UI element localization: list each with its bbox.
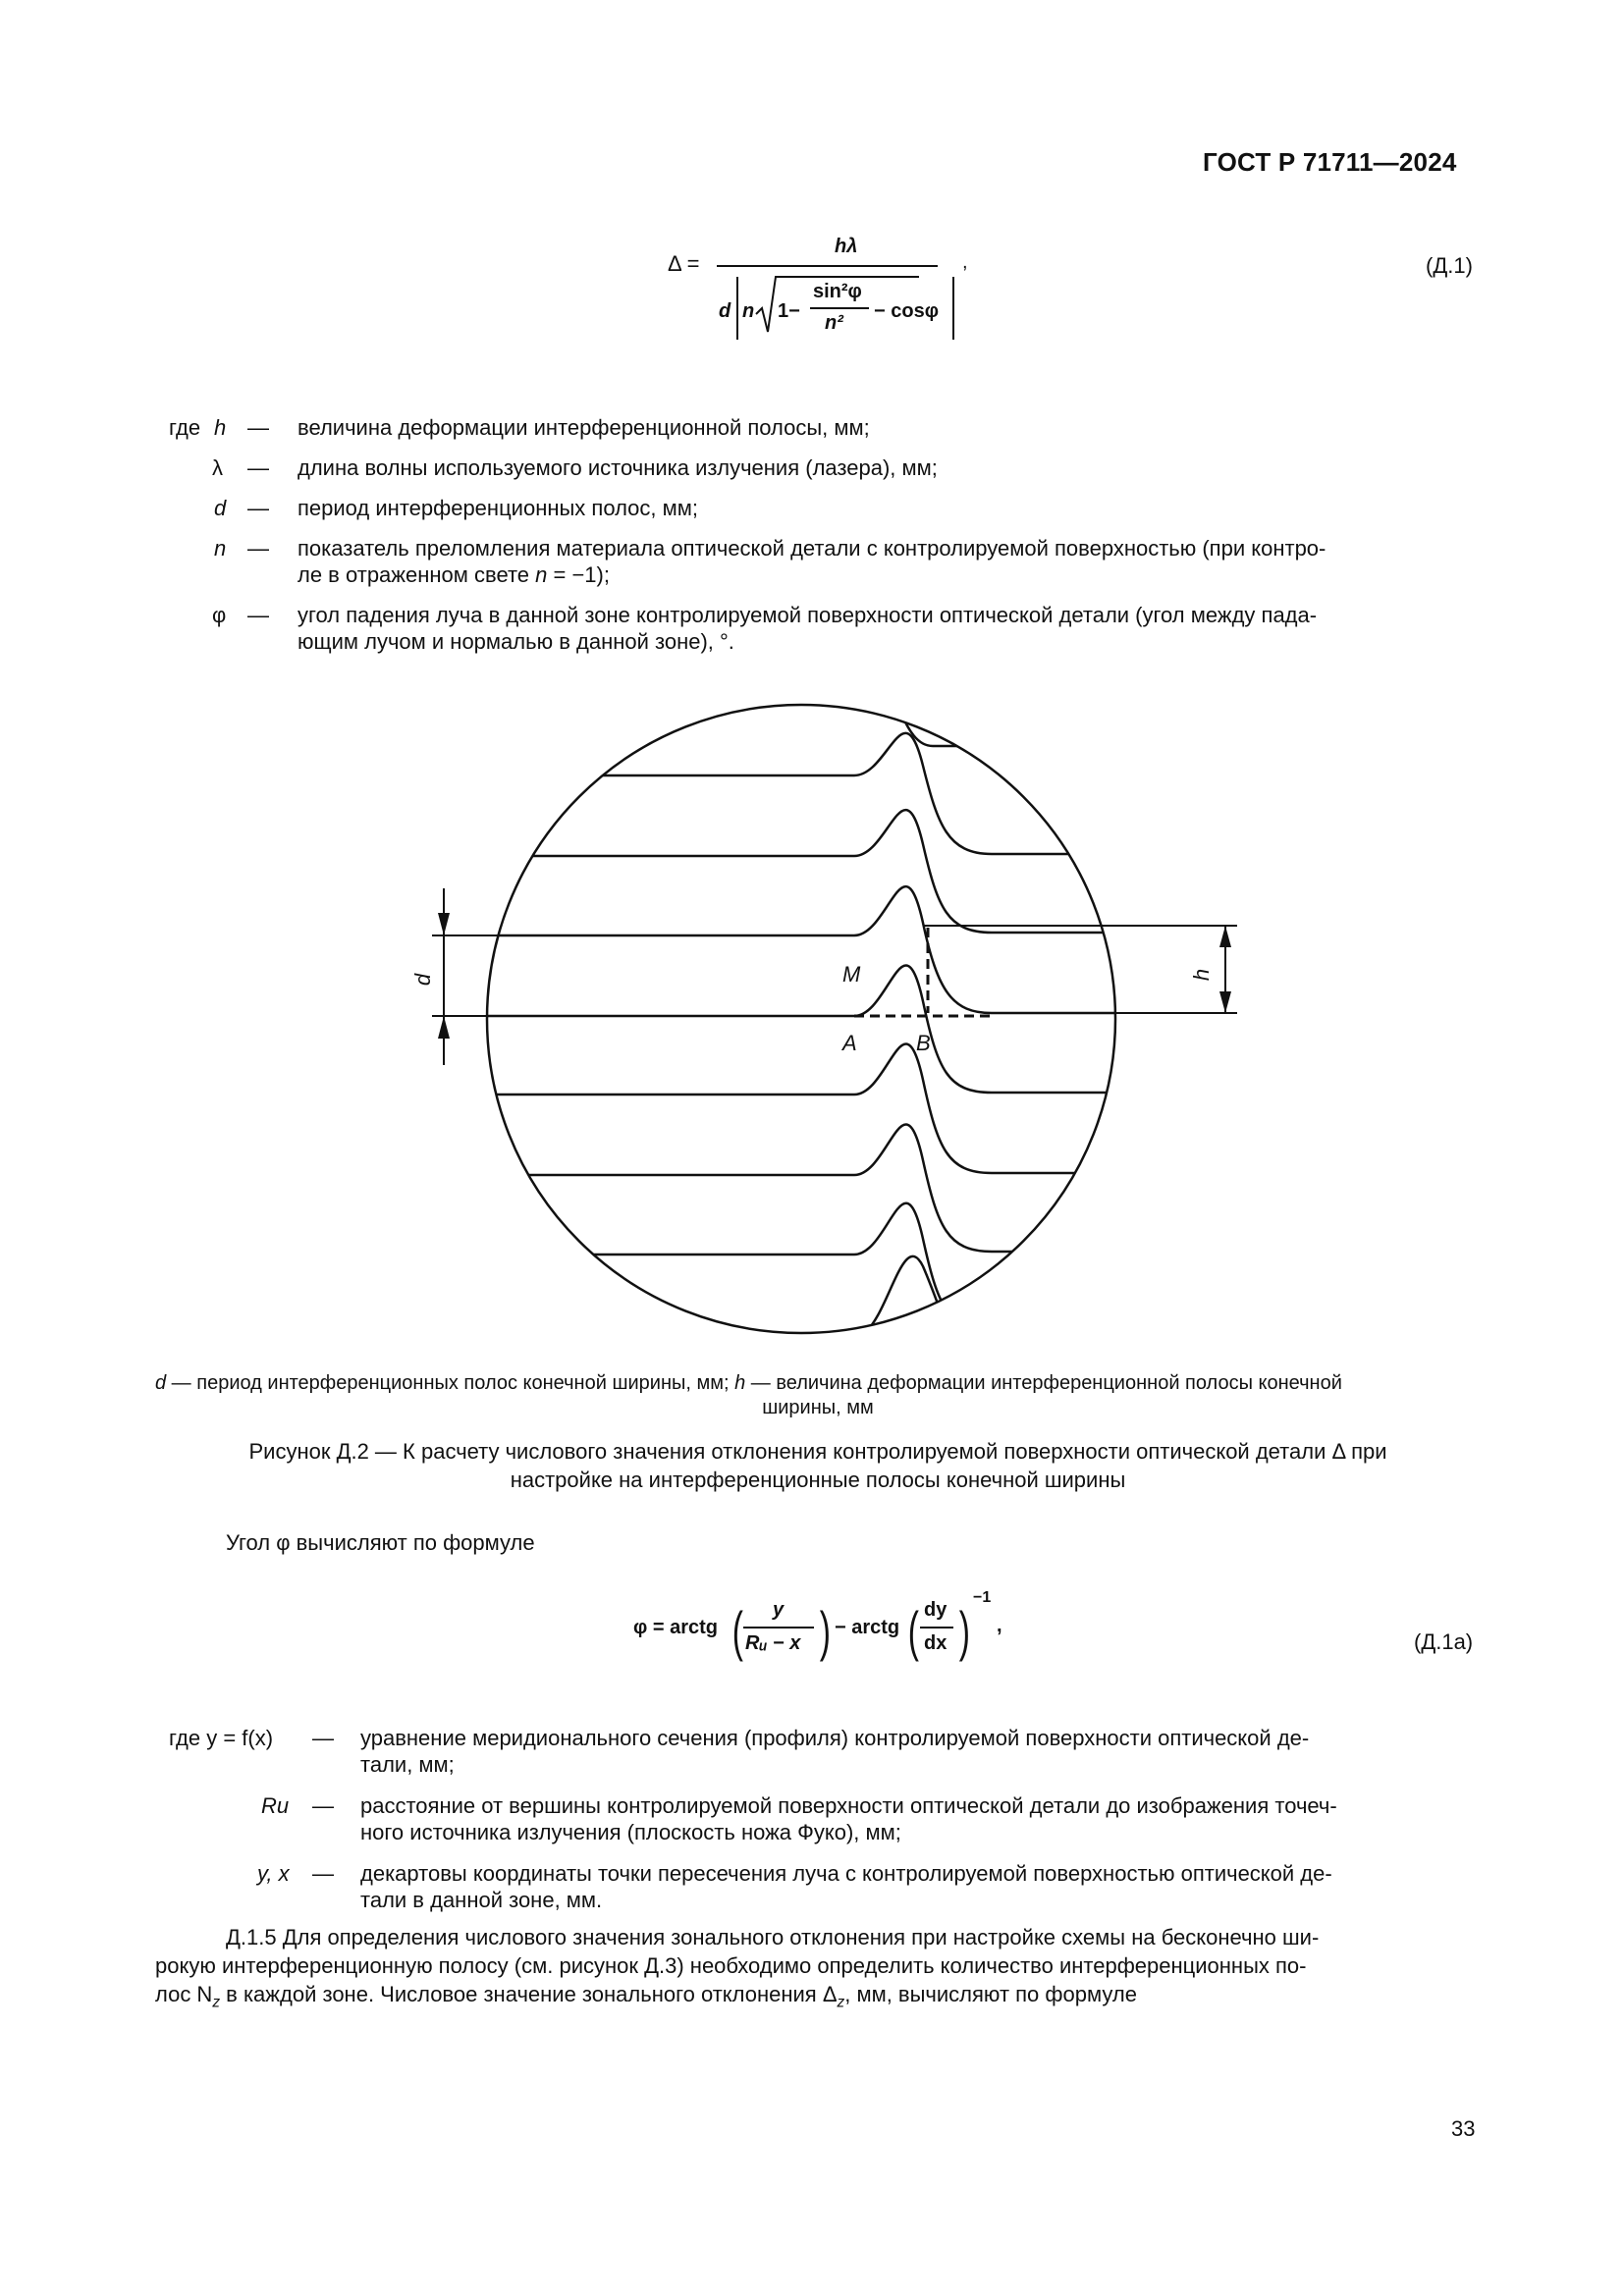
formula-d1a-paren-1r: ): [819, 1600, 831, 1662]
def-yx-text-1: декартовы координаты точки пересечения луча с контролируемой поверхностью оптической де-: [360, 1861, 1332, 1886]
fringe-4: [471, 966, 1139, 1093]
formula-d1-comma: ,: [962, 251, 968, 273]
formula-d1-one: 1−: [778, 300, 800, 322]
def-yx-symbol: y, x: [257, 1861, 290, 1886]
formula-d1-n2: n²: [825, 312, 843, 334]
def-yfx-text-1: уравнение меридионального сечения (профиля) контролируемой поверхности оптической де-: [360, 1726, 1310, 1750]
def-lambda-dash: —: [247, 455, 269, 480]
formula-d1-sin: sin²φ: [813, 281, 862, 302]
fringe-3: [471, 886, 1139, 1013]
def-ru-dash: —: [312, 1793, 334, 1818]
formula-d1a-bar2: [920, 1627, 953, 1629]
figure-title-line-1: Рисунок Д.2 — К расчету числового значения отклонения контролируемой поверхности оптической детали Δ при: [248, 1439, 1387, 1464]
formula-d1a-paren-1l: (: [731, 1600, 743, 1662]
formula-d1-cos: − cosφ: [874, 300, 940, 322]
page-number: 33: [1451, 2116, 1476, 2141]
formula-d1-numerator: hλ: [835, 236, 858, 257]
label-h: h: [1189, 968, 1215, 982]
formula-d1a: [633, 1585, 1026, 1683]
def-n-symbol: n: [214, 536, 227, 561]
formula-d1a-lhs: φ = arctg: [633, 1617, 719, 1638]
d-arrow-bottom: [438, 1016, 450, 1039]
def-d-dash: —: [247, 496, 269, 520]
angle-intro: Угол φ вычисляют по формуле: [226, 1530, 535, 1555]
figure-title-line-2: настройке на интерференционные полосы конечной ширины: [510, 1468, 1126, 1492]
formula-d1a-den2: dx: [924, 1632, 947, 1654]
fringe-2: [471, 810, 1139, 933]
def-ru-text-2: ного источника излучения (плоскость ножа Фуко), мм;: [360, 1820, 901, 1844]
def-yfx-symbol: где y = f(x): [169, 1726, 274, 1750]
standard-header: ГОСТ Р 71711—2024: [1203, 147, 1457, 177]
para-d15-line-3: лос $N_z$ в каждой зоне. Числовое значение зонального отклонения $\Delta_z$, мм, вычисляют по формуле: [155, 1982, 1137, 2011]
fringe-1: [471, 733, 1139, 854]
formula-d1-n: n: [742, 300, 755, 322]
figure-legend: d — период интерференционных полос конечной ширины, мм; h — величина деформации интерференционной полосы конечной: [155, 1372, 1342, 1394]
formula-d1a-comma: ,: [997, 1615, 1002, 1636]
h-arrow-top: [1219, 926, 1231, 947]
def-h-text: величина деформации интерференционной полосы, мм;: [298, 415, 870, 440]
formula-d1a-num2: dy: [924, 1599, 947, 1621]
def-yfx-dash: —: [312, 1726, 334, 1750]
label-a: A: [842, 1031, 857, 1055]
def-phi-text-1: угол падения луча в данной зоне контролируемой поверхности оптической детали (угол между пада-: [298, 603, 1318, 627]
formula-d1a-bar1: [743, 1627, 814, 1629]
def-phi-symbol: φ: [212, 603, 227, 627]
formula-d1a-paren-2l: (: [907, 1600, 919, 1662]
label-m: M: [842, 962, 861, 987]
field-circle: [487, 705, 1115, 1333]
formula-d1a-den1: Rᵤ − x: [745, 1632, 801, 1654]
formula-d1-number: (Д.1): [1426, 253, 1473, 278]
fringe-lines: [471, 695, 1139, 1341]
def-d-symbol: d: [214, 496, 227, 520]
def-phi-dash: —: [247, 603, 269, 627]
para-d15-line-2: рокую интерференционную полосу (см. рисунок Д.3) необходимо определить количество интерференционных по-: [155, 1953, 1307, 1978]
formula-d1a-paren-2r: ): [958, 1600, 970, 1662]
label-b: B: [916, 1031, 931, 1055]
fringe-top-right: [957, 726, 992, 746]
def-phi-text-2: ющим лучом и нормалью в данной зоне), °.: [298, 629, 734, 654]
formula-d1a-mid: − arctg: [835, 1617, 900, 1638]
para-d15-line-1: Д.1.5 Для определения числового значения зонального отклонения при настройке схемы на бесконечно ши-: [226, 1925, 1320, 1949]
def-lambda-symbol: λ: [212, 455, 223, 480]
def-n-dash: —: [247, 536, 269, 561]
fringe-5: [471, 1044, 1139, 1173]
def-yx-text-2: тали в данной зоне, мм.: [360, 1888, 603, 1912]
d-arrow-top: [438, 913, 450, 935]
def-lambda-text: длина волны используемого источника излучения (лазера), мм;: [298, 455, 938, 480]
def-lead: где: [169, 415, 201, 440]
def-n-text-1: показатель преломления материала оптической детали с контролируемой поверхностью (при контро-: [298, 536, 1326, 561]
formula-d1-lhs: Δ =: [668, 251, 700, 276]
label-d: d: [410, 973, 436, 987]
fringe-7: [471, 1203, 1139, 1330]
formula-d1a-exp: −1: [973, 1589, 992, 1606]
def-h-symbol: h: [214, 415, 227, 440]
def-h-dash: —: [247, 415, 269, 440]
def-yfx-text-2: тали, мм;: [360, 1752, 455, 1777]
formula-d1-d: d: [719, 300, 731, 322]
def-n-text-2: ле в отраженном свете n = −1);: [298, 562, 610, 587]
formula-d1a-num1: y: [773, 1599, 785, 1621]
fringe-0: [471, 695, 1139, 747]
def-yx-dash: —: [312, 1861, 334, 1886]
formula-d1a-number: (Д.1а): [1414, 1629, 1474, 1654]
figure-legend-line-2: ширины, мм: [762, 1397, 874, 1418]
def-ru-symbol: Ru: [261, 1793, 290, 1818]
h-arrow-bottom: [1219, 991, 1231, 1013]
def-ru-text-1: расстояние от вершины контролируемой поверхности оптической детали до изображения точеч-: [360, 1793, 1337, 1818]
def-d-text: период интерференционных полос, мм;: [298, 496, 698, 520]
